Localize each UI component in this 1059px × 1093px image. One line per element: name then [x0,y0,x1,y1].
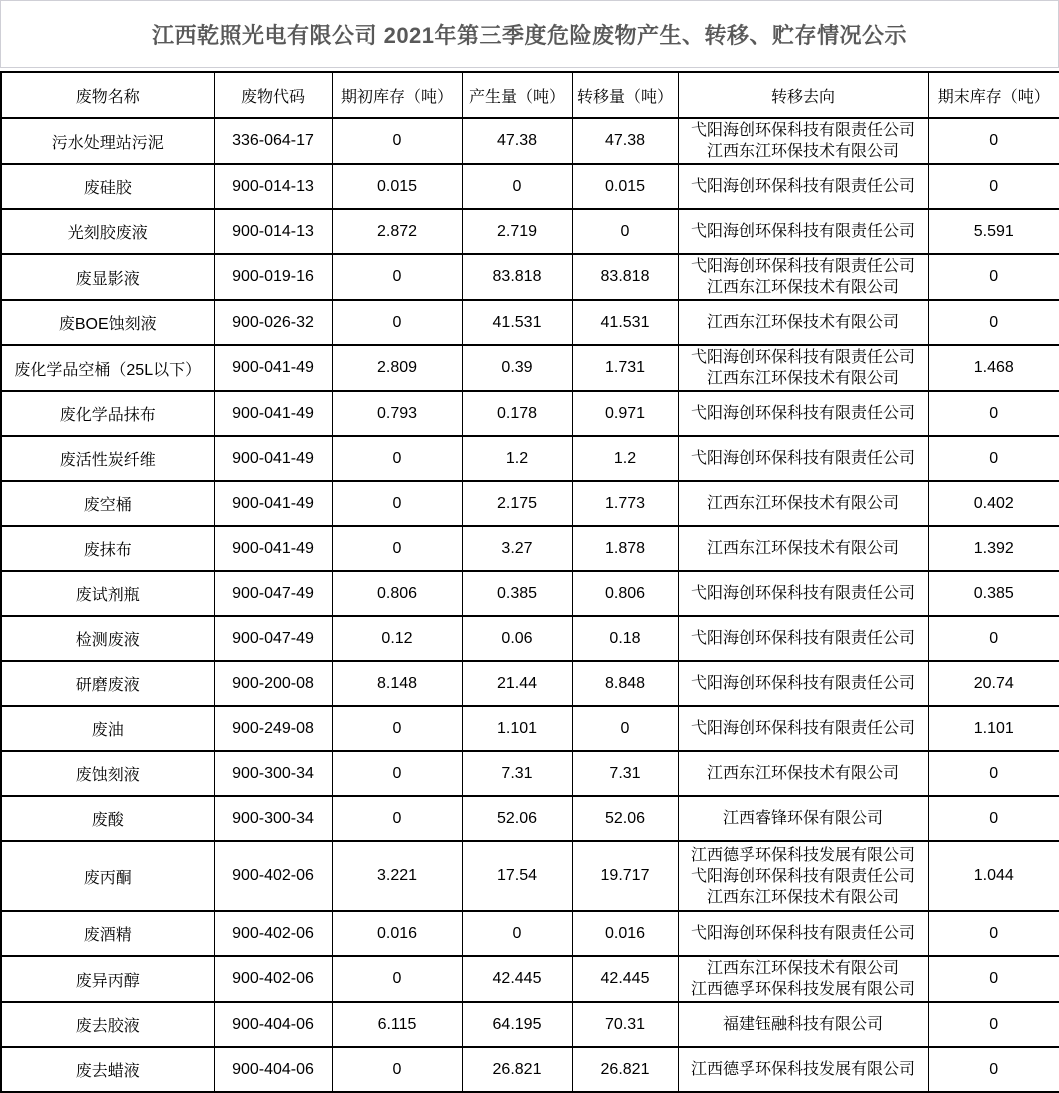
waste-code-cell: 900-041-49 [214,481,332,526]
initial-stock-cell: 0 [332,751,462,796]
final-stock-cell: 0 [928,616,1059,661]
transferred-amount-cell: 47.38 [572,118,678,164]
destination-line: 江西德孚环保科技发展有限公司 [690,1061,915,1078]
generated-amount-cell: 52.06 [462,796,572,841]
transferred-amount-cell: 0.015 [572,164,678,209]
initial-stock-cell: 0 [332,526,462,571]
final-stock-cell: 0 [928,300,1059,345]
generated-amount-cell: 0 [462,911,572,956]
waste-table [0,71,1059,1093]
table-row [1,1047,1059,1092]
final-stock-cell: 0 [928,118,1059,164]
transfer-destination-cell [678,345,928,391]
column-header: 废物代码 [214,72,332,118]
title-box [0,0,1059,68]
initial-stock-cell: 0 [332,1047,462,1092]
final-stock-cell: 0 [928,1047,1059,1092]
generated-amount-cell: 26.821 [462,1047,572,1092]
waste-code-cell: 900-047-49 [214,616,332,661]
table-row [1,118,1059,164]
waste-code-cell: 900-404-06 [214,1002,332,1047]
table-row [1,391,1059,436]
table-row [1,706,1059,751]
waste-code-cell: 900-404-06 [214,1047,332,1092]
destination-line: 江西东江环保技术有限公司 [706,370,899,387]
table-row [1,911,1059,956]
waste-code-cell: 900-026-32 [214,300,332,345]
table-row [1,956,1059,1002]
generated-amount-cell: 0.385 [462,571,572,616]
destination-line: 弋阳海创环保科技有限责任公司 [690,349,915,366]
waste-name-cell: 废BOE蚀刻液 [1,300,214,345]
waste-name-cell: 废空桶 [1,481,214,526]
page-title: 江西乾照光电有限公司 2021年第三季度危险废物产生、转移、贮存情况公示 [151,22,908,48]
waste-code-cell: 900-047-49 [214,571,332,616]
generated-amount-cell: 0.39 [462,345,572,391]
waste-code-cell: 900-041-49 [214,526,332,571]
waste-name-cell: 废活性炭纤维 [1,436,214,481]
transfer-destination-cell [678,481,928,526]
waste-code-cell: 900-014-13 [214,209,332,254]
initial-stock-cell: 0 [332,118,462,164]
column-header: 废物名称 [1,72,214,118]
initial-stock-cell: 0 [332,796,462,841]
transfer-destination-cell [678,1002,928,1047]
transferred-amount-cell: 70.31 [572,1002,678,1047]
transferred-amount-cell: 1.2 [572,436,678,481]
final-stock-cell: 0 [928,164,1059,209]
generated-amount-cell: 47.38 [462,118,572,164]
destination-line: 弋阳海创环保科技有限责任公司 [690,720,915,737]
waste-name-cell: 废化学品空桶（25L以下） [1,345,214,391]
generated-amount-cell: 2.719 [462,209,572,254]
destination-line: 江西东江环保技术有限公司 [706,960,899,977]
destination-line: 江西东江环保技术有限公司 [706,279,899,296]
initial-stock-cell: 3.221 [332,841,462,911]
initial-stock-cell: 0.016 [332,911,462,956]
waste-name-cell: 废试剂瓶 [1,571,214,616]
final-stock-cell: 1.044 [928,841,1059,911]
transferred-amount-cell: 1.878 [572,526,678,571]
column-header: 期初库存（吨） [332,72,462,118]
transferred-amount-cell: 26.821 [572,1047,678,1092]
column-header: 转移量（吨） [572,72,678,118]
destination-line: 弋阳海创环保科技有限责任公司 [690,630,915,647]
final-stock-cell: 1.392 [928,526,1059,571]
table-row [1,209,1059,254]
transfer-destination-cell [678,616,928,661]
waste-name-cell: 废酒精 [1,911,214,956]
transfer-destination-cell [678,526,928,571]
transfer-destination-cell [678,254,928,300]
final-stock-cell: 1.468 [928,345,1059,391]
generated-amount-cell: 0.178 [462,391,572,436]
destination-line: 弋阳海创环保科技有限责任公司 [690,258,915,275]
column-header: 转移去向 [678,72,928,118]
final-stock-cell: 1.101 [928,706,1059,751]
generated-amount-cell: 42.445 [462,956,572,1002]
waste-code-cell: 900-041-49 [214,436,332,481]
waste-code-cell: 336-064-17 [214,118,332,164]
waste-name-cell: 废显影液 [1,254,214,300]
generated-amount-cell: 0.06 [462,616,572,661]
transferred-amount-cell: 1.731 [572,345,678,391]
waste-name-cell: 废异丙醇 [1,956,214,1002]
generated-amount-cell: 1.101 [462,706,572,751]
transferred-amount-cell: 42.445 [572,956,678,1002]
table-row [1,616,1059,661]
initial-stock-cell: 0 [332,436,462,481]
destination-line: 江西睿锋环保有限公司 [722,810,883,827]
final-stock-cell: 0 [928,1002,1059,1047]
transfer-destination-cell [678,300,928,345]
destination-line: 江西东江环保技术有限公司 [706,888,899,906]
transferred-amount-cell: 0 [572,209,678,254]
waste-name-cell: 废酸 [1,796,214,841]
transfer-destination-cell [678,751,928,796]
table-row [1,481,1059,526]
generated-amount-cell: 7.31 [462,751,572,796]
destination-line: 弋阳海创环保科技有限责任公司 [690,450,915,467]
initial-stock-cell: 0 [332,300,462,345]
table-row [1,526,1059,571]
destination-line: 江西东江环保技术有限公司 [706,765,899,782]
transfer-destination-cell [678,1047,928,1092]
initial-stock-cell: 0.015 [332,164,462,209]
final-stock-cell: 0 [928,751,1059,796]
waste-name-cell: 污水处理站污泥 [1,118,214,164]
initial-stock-cell: 0 [332,956,462,1002]
final-stock-cell: 0 [928,956,1059,1002]
destination-line: 弋阳海创环保科技有限责任公司 [690,178,915,195]
destination-line: 江西东江环保技术有限公司 [706,143,899,160]
initial-stock-cell: 0.806 [332,571,462,616]
waste-code-cell: 900-200-08 [214,661,332,706]
table-row [1,345,1059,391]
column-header: 产生量（吨） [462,72,572,118]
table-body [1,118,1059,1092]
waste-name-cell: 废蚀刻液 [1,751,214,796]
transferred-amount-cell: 0.806 [572,571,678,616]
generated-amount-cell: 64.195 [462,1002,572,1047]
initial-stock-cell: 2.809 [332,345,462,391]
final-stock-cell: 0 [928,796,1059,841]
waste-name-cell: 废去蜡液 [1,1047,214,1092]
waste-name-cell: 废去胶液 [1,1002,214,1047]
table-row [1,841,1059,911]
generated-amount-cell: 3.27 [462,526,572,571]
initial-stock-cell: 0 [332,481,462,526]
table-row [1,661,1059,706]
waste-name-cell: 废化学品抹布 [1,391,214,436]
transferred-amount-cell: 52.06 [572,796,678,841]
initial-stock-cell: 2.872 [332,209,462,254]
transfer-destination-cell [678,841,928,911]
header-row [1,72,1059,118]
generated-amount-cell: 0 [462,164,572,209]
waste-code-cell: 900-041-49 [214,345,332,391]
initial-stock-cell: 0 [332,706,462,751]
waste-code-cell: 900-300-34 [214,751,332,796]
destination-line: 江西东江环保技术有限公司 [706,495,899,512]
generated-amount-cell: 1.2 [462,436,572,481]
transferred-amount-cell: 83.818 [572,254,678,300]
final-stock-cell: 0.402 [928,481,1059,526]
generated-amount-cell: 83.818 [462,254,572,300]
transferred-amount-cell: 0 [572,706,678,751]
transferred-amount-cell: 0.016 [572,911,678,956]
final-stock-cell: 0.385 [928,571,1059,616]
table-row [1,571,1059,616]
generated-amount-cell: 17.54 [462,841,572,911]
table-row [1,254,1059,300]
transferred-amount-cell: 19.717 [572,841,678,911]
table-row [1,751,1059,796]
table-row [1,1002,1059,1047]
transfer-destination-cell [678,956,928,1002]
waste-name-cell: 废抹布 [1,526,214,571]
waste-code-cell: 900-402-06 [214,956,332,1002]
destination-line: 江西德孚环保科技发展有限公司 [690,981,915,998]
transfer-destination-cell [678,706,928,751]
generated-amount-cell: 21.44 [462,661,572,706]
final-stock-cell: 0 [928,391,1059,436]
transferred-amount-cell: 7.31 [572,751,678,796]
transferred-amount-cell: 0.971 [572,391,678,436]
final-stock-cell: 5.591 [928,209,1059,254]
waste-name-cell: 废丙酮 [1,841,214,911]
destination-line: 江西东江环保技术有限公司 [706,540,899,557]
transfer-destination-cell [678,391,928,436]
destination-line: 弋阳海创环保科技有限责任公司 [690,223,915,240]
initial-stock-cell: 6.115 [332,1002,462,1047]
destination-line: 弋阳海创环保科技有限责任公司 [690,405,915,422]
transfer-destination-cell [678,164,928,209]
transfer-destination-cell [678,911,928,956]
initial-stock-cell: 0.793 [332,391,462,436]
initial-stock-cell: 8.148 [332,661,462,706]
transfer-destination-cell [678,436,928,481]
waste-name-cell: 研磨废液 [1,661,214,706]
transfer-destination-cell [678,661,928,706]
transferred-amount-cell: 8.848 [572,661,678,706]
waste-name-cell: 废硅胶 [1,164,214,209]
transferred-amount-cell: 0.18 [572,616,678,661]
destination-line: 弋阳海创环保科技有限责任公司 [690,585,915,602]
table-row [1,300,1059,345]
waste-name-cell: 检测废液 [1,616,214,661]
final-stock-cell: 0 [928,436,1059,481]
waste-name-cell: 废油 [1,706,214,751]
transfer-destination-cell [678,796,928,841]
final-stock-cell: 0 [928,254,1059,300]
destination-line: 福建钰融科技有限公司 [722,1016,883,1033]
final-stock-cell: 20.74 [928,661,1059,706]
destination-line: 弋阳海创环保科技有限责任公司 [690,122,915,139]
waste-name-cell: 光刻胶废液 [1,209,214,254]
waste-code-cell: 900-014-13 [214,164,332,209]
column-header: 期末库存（吨） [928,72,1059,118]
waste-code-cell: 900-249-08 [214,706,332,751]
transfer-destination-cell [678,209,928,254]
generated-amount-cell: 2.175 [462,481,572,526]
transfer-destination-cell [678,118,928,164]
waste-code-cell: 900-300-34 [214,796,332,841]
destination-line: 弋阳海创环保科技有限责任公司 [690,867,915,885]
table-row [1,796,1059,841]
waste-code-cell: 900-019-16 [214,254,332,300]
initial-stock-cell: 0 [332,254,462,300]
waste-code-cell: 900-402-06 [214,841,332,911]
transferred-amount-cell: 41.531 [572,300,678,345]
transferred-amount-cell: 1.773 [572,481,678,526]
destination-line: 弋阳海创环保科技有限责任公司 [690,925,915,942]
destination-line: 江西东江环保技术有限公司 [706,314,899,331]
waste-code-cell: 900-041-49 [214,391,332,436]
final-stock-cell: 0 [928,911,1059,956]
waste-code-cell: 900-402-06 [214,911,332,956]
destination-line: 弋阳海创环保科技有限责任公司 [690,675,915,692]
destination-line: 江西德孚环保科技发展有限公司 [690,846,915,864]
table-row [1,164,1059,209]
initial-stock-cell: 0.12 [332,616,462,661]
table-row [1,436,1059,481]
generated-amount-cell: 41.531 [462,300,572,345]
transfer-destination-cell [678,571,928,616]
